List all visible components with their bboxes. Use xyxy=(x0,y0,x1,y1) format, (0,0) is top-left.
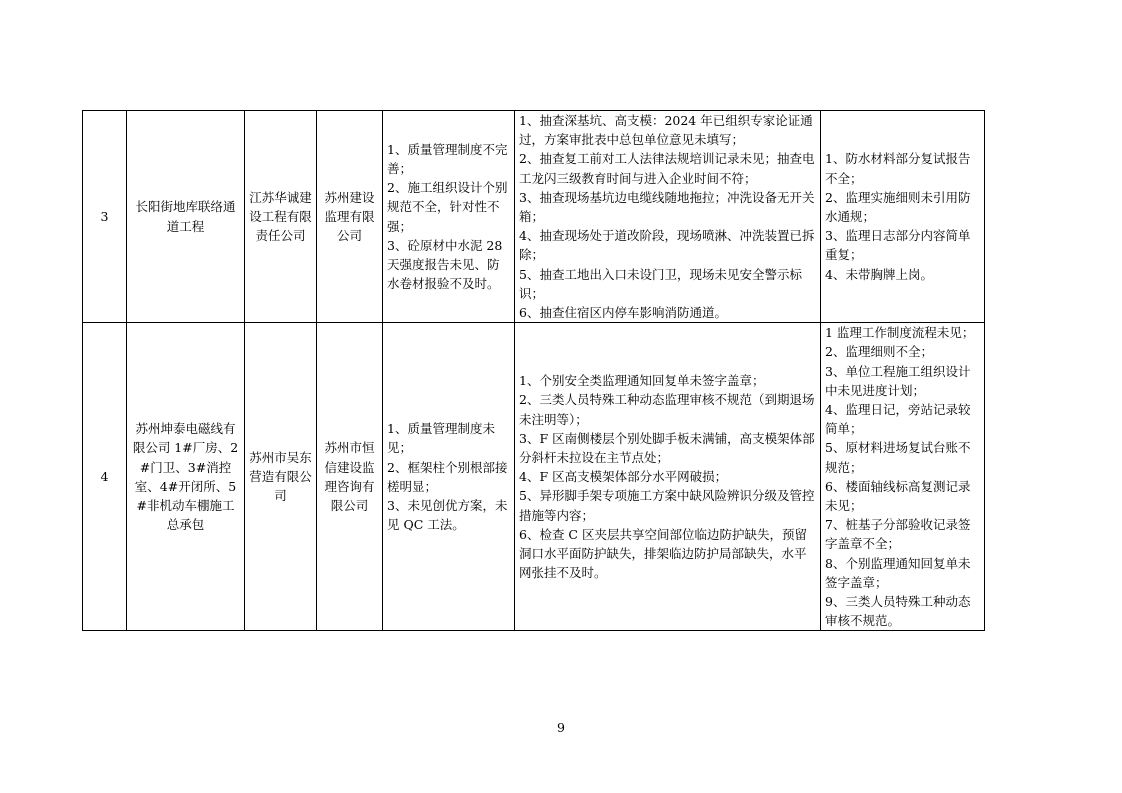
issue-line: 2、施工组织设计个别规范不全，针对性不强； xyxy=(387,180,508,234)
issue-line: 8、个别监理通知回复单未签字盖章； xyxy=(825,555,971,590)
issue-line: 6、抽查住宿区内停车影响消防通道。 xyxy=(519,305,727,321)
project-name-cell: 长阳街地库联络通道工程 xyxy=(127,111,245,323)
issue-line: 2、监理细则不全； xyxy=(825,344,933,360)
issue-line: 2、监理实施细则未引用防水通规； xyxy=(825,189,971,225)
issue-line: 1、防水材料部分复试报告不全； xyxy=(825,151,971,186)
issue-line: 2、抽查复工前对工人法律法规培训记录未见；抽查电工龙闪三级教育时间与进入企业时间不符； xyxy=(519,151,815,186)
contractor-cell: 苏州市吴东营造有限公司 xyxy=(245,323,317,631)
issue-line: 1、质量管理制度不完善； xyxy=(387,141,508,176)
issue-line: 2、三类人员特殊工种动态监理审核不规范（到期退场未注明等）； xyxy=(519,392,815,427)
issue-line: 1 监理工作制度流程未见； xyxy=(825,325,975,341)
issue-line: 5、抽查工地出入口未设门卫，现场未见安全警示标识； xyxy=(519,266,802,301)
issue-line: 3、抽查现场基坑边电缆线随地拖拉；冲洗设备无开关箱； xyxy=(519,189,815,225)
row-index-cell: 4 xyxy=(83,323,127,631)
issue-line: 1、抽查深基坑、高支模：2024 年已组织专家论证通过，方案审批表中总包单位意见未填写； xyxy=(519,113,813,148)
issue-line: 5、原材料进场复试台账不规范； xyxy=(825,440,971,475)
issue-line: 3、F 区南侧楼层个别处脚手板未满铺，高支模架体部分斜杆未拉设在主节点处； xyxy=(519,430,815,466)
contractor-cell: 江苏华诚建设工程有限责任公司 xyxy=(245,111,317,323)
issue-line: 4、未带胸牌上岗。 xyxy=(825,266,933,282)
issue-line: 3、未见创优方案，未见 QC 工法。 xyxy=(387,498,508,533)
issue-line: 3、单位工程施工组织设计中未见进度计划； xyxy=(825,363,971,398)
supervisor-cell: 苏州市恒信建设监理咨询有限公司 xyxy=(317,323,383,631)
inspection-table xyxy=(82,110,985,631)
table-row xyxy=(83,111,985,323)
project-name-cell: 苏州坤泰电磁线有限公司 1#厂房、2#门卫、3#消控室、4#开闭所、5#非机动车棚施工总承包 xyxy=(127,323,245,631)
supervision-issues-cell xyxy=(821,323,985,631)
issue-line: 1、质量管理制度未见； xyxy=(387,421,495,456)
issue-line: 4、F 区高支模架体部分水平网破损； xyxy=(519,469,728,485)
issue-line: 9、三类人员特殊工种动态审核不规范。 xyxy=(825,594,971,629)
row-index-cell: 3 xyxy=(83,111,127,323)
issue-line: 5、异形脚手架专项施工方案中缺风险辨识分级及管控措施等内容； xyxy=(519,488,815,523)
quality-issues-cell xyxy=(383,323,515,631)
issue-line: 4、抽查现场处于道改阶段，现场喷淋、冲洗装置已拆除； xyxy=(519,228,815,263)
issue-line: 3、砼原材中水泥 28 天强度报告未见、防水卷材报验不及时。 xyxy=(387,237,503,292)
supervision-issues-cell xyxy=(821,111,985,323)
safety-issues-cell xyxy=(515,111,821,323)
issue-line: 2、框架柱个别根部接槎明显； xyxy=(387,459,508,494)
issue-line: 6、检查 C 区夹层共享空间部位临边防护缺失，预留洞口水平面防护缺失，排架临边防护局部缺失，水平网张挂不及时。 xyxy=(519,526,807,581)
issue-line: 3、监理日志部分内容简单重复； xyxy=(825,228,971,263)
quality-issues-cell xyxy=(383,111,515,323)
page-number: 9 xyxy=(557,720,565,735)
table-row xyxy=(83,323,985,631)
issue-line: 7、桩基子分部验收记录签字盖章不全； xyxy=(825,517,971,552)
issue-line: 6、楼面轴线标高复测记录未见； xyxy=(825,478,971,514)
issue-line: 1、个别安全类监理通知回复单未签字盖章； xyxy=(519,373,765,389)
issue-line: 4、监理日记，旁站记录较简单； xyxy=(825,402,971,437)
safety-issues-cell xyxy=(515,323,821,631)
supervisor-cell: 苏州建设监理有限公司 xyxy=(317,111,383,323)
